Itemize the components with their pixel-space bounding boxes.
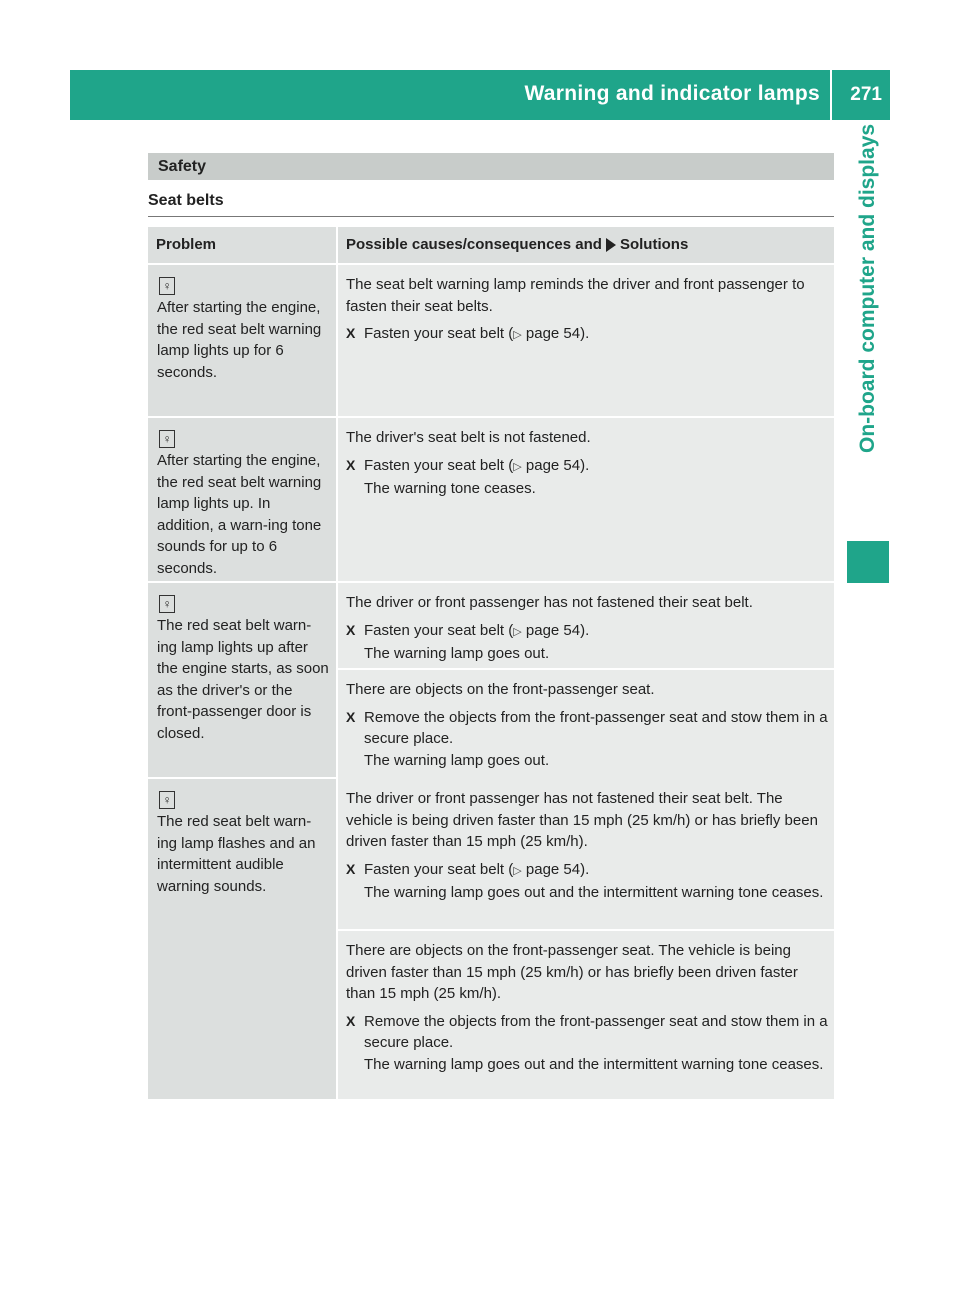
page-number: 271	[850, 84, 882, 105]
cause-cell	[338, 779, 834, 929]
table-header	[148, 227, 834, 263]
page-ref-triangle-icon: ▷	[513, 460, 522, 473]
seat-belt-warning-icon: ♀	[159, 430, 175, 448]
table-row	[148, 777, 834, 1099]
step-result: The warning tone ceases.	[364, 480, 536, 497]
step-result: The warning lamp goes out.	[364, 645, 550, 662]
step-result: The warning lamp goes out and the intermittent warning tone ceases.	[364, 884, 824, 901]
page-ref-link[interactable]: page 54).	[525, 621, 590, 639]
step-result: The warning lamp goes out.	[364, 751, 550, 769]
solution-step	[346, 323, 828, 347]
seat-belt-warning-icon: ♀	[159, 791, 175, 809]
x-bullet-icon: X	[346, 456, 356, 473]
step-body	[364, 323, 828, 347]
causes-column	[336, 418, 834, 581]
x-bullet-icon: X	[346, 708, 356, 725]
problem-cell	[148, 418, 336, 581]
solutions-label: Solutions	[619, 236, 689, 253]
step-text: Remove the objects from the front-passenger seat and stow them in a secure place.	[364, 708, 828, 747]
page-ref-link[interactable]: page 54).	[525, 860, 590, 878]
page-header	[70, 70, 890, 120]
step-text: Fasten your seat belt (	[364, 456, 514, 474]
column-header-problem: Problem	[156, 236, 217, 253]
header-divider	[830, 70, 832, 120]
problem-cell	[148, 265, 336, 416]
solution-step	[346, 620, 828, 665]
step-body	[364, 707, 828, 772]
x-bullet-icon: X	[346, 621, 356, 638]
step-text: Remove the objects from the front-passenger seat and stow them in a secure place.	[364, 1012, 828, 1051]
page-ref-triangle-icon: ▷	[513, 329, 522, 341]
step-text: Fasten your seat belt (	[364, 860, 514, 878]
step-body	[364, 1011, 828, 1076]
page-ref-link[interactable]: page 54).	[525, 456, 590, 474]
causes-column	[336, 265, 834, 416]
step-body	[364, 620, 828, 665]
table-row	[148, 263, 834, 416]
cause-cell	[338, 418, 834, 581]
solution-step	[346, 1011, 828, 1076]
problem-text: The red seat belt warn-ing lamp flashes and an intermittent audible warning sounds.	[157, 813, 316, 895]
causes-column	[336, 583, 834, 777]
page-ref-triangle-icon: ▷	[513, 625, 522, 638]
x-bullet-icon: X	[346, 860, 356, 877]
cause-cell	[338, 265, 834, 416]
page-ref-link[interactable]: page 54).	[525, 325, 590, 342]
section-title: Safety	[148, 153, 834, 180]
column-header-causes	[336, 227, 834, 263]
side-tab-marker	[847, 541, 889, 583]
cause-text: The driver's seat belt is not fastened.	[346, 429, 591, 446]
cause-text: The seat belt warning lamp reminds the driver and front passenger to fasten their seat belts.	[346, 276, 805, 315]
table-row	[148, 581, 834, 777]
problem-cell	[148, 583, 336, 777]
cause-text: There are objects on the front-passenger seat. The vehicle is being driven faster than 15 mph (25 km/h) or has briefly been driven faster than 15 mph (25 km/h).	[346, 942, 798, 1002]
causes-label: Possible causes/consequences and	[346, 236, 602, 253]
subsection-title: Seat belts	[148, 192, 224, 209]
problem-text: The red seat belt warn-ing lamp lights up after the engine starts, as soon as the driver's or the front-passenger door is closed.	[157, 617, 329, 742]
table-row	[148, 416, 834, 581]
problem-text: After starting the engine, the red seat belt warning lamp lights up for 6 seconds.	[157, 299, 322, 381]
side-tab-label: On-board computer and displays	[856, 124, 879, 454]
cause-cell	[338, 583, 834, 668]
causes-column	[336, 779, 834, 1099]
x-bullet-icon: X	[346, 1012, 356, 1029]
subsection-rule	[148, 216, 834, 217]
cause-cell	[338, 668, 834, 781]
cause-text: The driver or front passenger has not fastened their seat belt. The vehicle is being driven faster than 15 mph (25 km/h) or has briefly been driven faster than 15 mph (25 km/h).	[346, 790, 818, 850]
seat-belt-warning-icon: ♀	[159, 277, 175, 295]
header-title: Warning and indicator lamps	[524, 82, 820, 105]
warning-table	[148, 227, 834, 1099]
step-result: The warning lamp goes out and the intermittent warning tone ceases.	[364, 1055, 824, 1073]
solution-step	[346, 455, 828, 500]
step-text: Fasten your seat belt (	[364, 621, 514, 639]
step-body	[364, 455, 828, 500]
problem-cell	[148, 779, 336, 1099]
cause-cell	[338, 929, 834, 1099]
cause-text: The driver or front passenger has not fastened their seat belt.	[346, 594, 753, 611]
page-ref-triangle-icon: ▷	[513, 864, 522, 877]
solutions-arrow-icon	[606, 238, 616, 252]
seat-belt-warning-icon: ♀	[159, 595, 175, 613]
step-body	[364, 859, 828, 904]
cause-text: There are objects on the front-passenger seat.	[346, 681, 655, 698]
solution-step	[346, 859, 828, 904]
solution-step	[346, 707, 828, 772]
x-bullet-icon: X	[346, 325, 356, 341]
step-text: Fasten your seat belt (	[364, 325, 514, 342]
problem-text: After starting the engine, the red seat belt warning lamp lights up. In addition, a warn-ing tone sounds for up to 6 seconds.	[157, 452, 322, 577]
